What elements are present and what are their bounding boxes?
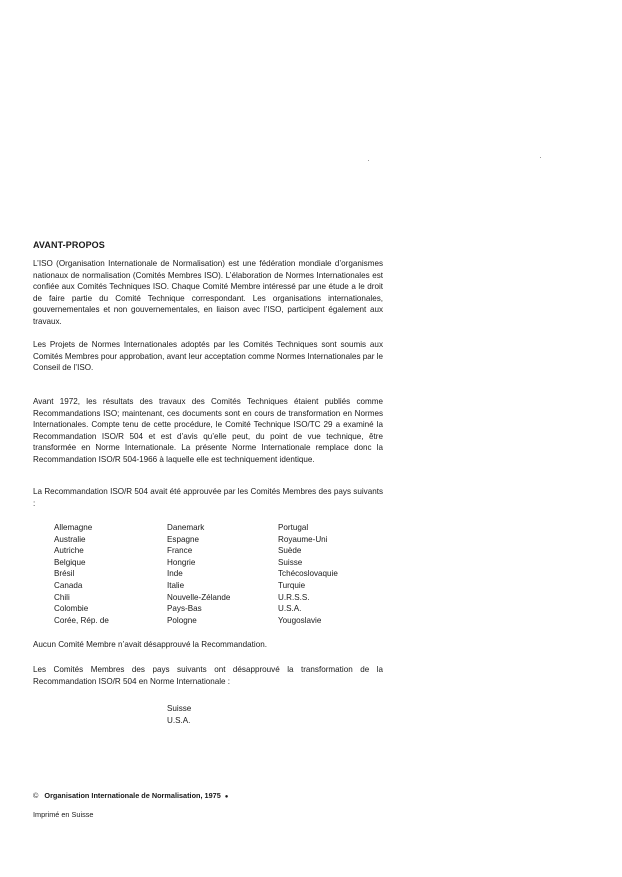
approving-countries-column-2	[167, 522, 230, 626]
country-item: Portugal	[278, 523, 309, 532]
country-item: Royaume-Uni	[278, 534, 328, 544]
country-item: Tchécoslovaquie	[278, 569, 338, 579]
paragraph-no-disapproval: Aucun Comité Membre n’avait désapprouvé la Recommandation.	[33, 640, 267, 649]
country-item: France	[167, 546, 193, 556]
country-item: Belgique	[54, 557, 86, 567]
country-item: Colombie	[54, 604, 89, 614]
copyright-line	[33, 791, 228, 800]
country-item: Nouvelle-Zélande	[167, 592, 231, 602]
country-item: Chili	[54, 592, 70, 602]
copyright-text: Organisation Internationale de Normalisation, 1975	[44, 791, 221, 800]
copyright-symbol: ©	[33, 791, 39, 800]
approving-countries-column-3	[278, 522, 338, 626]
country-item: U.R.S.S.	[278, 592, 310, 602]
country-item: Suède	[278, 546, 302, 556]
country-item: Espagne	[167, 534, 199, 544]
country-item: Yougoslavie	[278, 615, 322, 625]
approving-countries-column-1	[54, 522, 109, 626]
country-item: U.S.A.	[167, 715, 191, 725]
scan-speck	[368, 160, 369, 161]
country-item: Inde	[167, 569, 183, 579]
paragraph-history: Avant 1972, les résultats des travaux des Comités Techniques étaient publiés comme Recommandations ISO; maintenant, ces documents sont en cours de transformation en Normes Internationales. Compte tenu de cette procédure, le Comité Technique ISO/TC 29 a examiné la Recommandation ISO/R 504 et est d’avis qu’elle peut, du point de vue technique, être transformée en Norme Internationale. La présente Norme Internationale remplace donc la Recommandation ISO/R 504-1966 à laquelle elle est techniquement identique.	[33, 397, 383, 464]
printed-in-note: Imprimé en Suisse	[33, 810, 94, 819]
paragraph-draft-standards: Les Projets de Normes Internationales adoptés par les Comités Techniques sont soumis aux Comités Membres pour approbation, avant leur acceptation comme Normes Internationales par le Conseil de l’ISO.	[33, 340, 384, 373]
country-item: Italie	[167, 580, 185, 590]
bullet-icon: ●	[224, 794, 229, 800]
country-item: Danemark	[167, 523, 205, 532]
paragraph-disapproval-intro: Les Comités Membres des pays suivants ont désapprouvé la transformation de la Recommandation ISO/R 504 en Norme Internationale :	[33, 665, 383, 686]
country-item: Canada	[54, 580, 83, 590]
section-heading: AVANT-PROPOS	[33, 240, 105, 250]
country-item: Australie	[54, 534, 86, 544]
country-item: Allemagne	[54, 523, 93, 532]
scan-speck	[540, 157, 541, 158]
country-item: Turquie	[278, 580, 306, 590]
disapproving-countries-list	[167, 703, 191, 726]
country-item: Autriche	[54, 546, 84, 556]
country-item: Corée, Rép. de	[54, 615, 109, 625]
country-item: Hongrie	[167, 557, 196, 567]
country-item: Suisse	[167, 704, 192, 713]
country-item: Pologne	[167, 615, 197, 625]
country-item: Brésil	[54, 569, 75, 579]
country-item: Suisse	[278, 557, 303, 567]
country-item: U.S.A.	[278, 604, 302, 614]
paragraph-iso-intro: L’ISO (Organisation Internationale de Normalisation) est une fédération mondiale d’organismes nationaux de normalisation (Comités Membres ISO). L’élaboration de Normes Internationales est confiée aux Comités Techniques ISO. Chaque Comité Membre intéressé par une étude a le droit de faire partie du Comité Technique correspondant. Les organisations internationales, gouvernementales et non gouvernementales, en liaison avec l’ISO, participent également aux travaux.	[33, 259, 383, 326]
country-item: Pays-Bas	[167, 604, 202, 614]
paragraph-approval-intro: La Recommandation ISO/R 504 avait été approuvée par les Comités Membres des pays suivants :	[33, 487, 383, 508]
